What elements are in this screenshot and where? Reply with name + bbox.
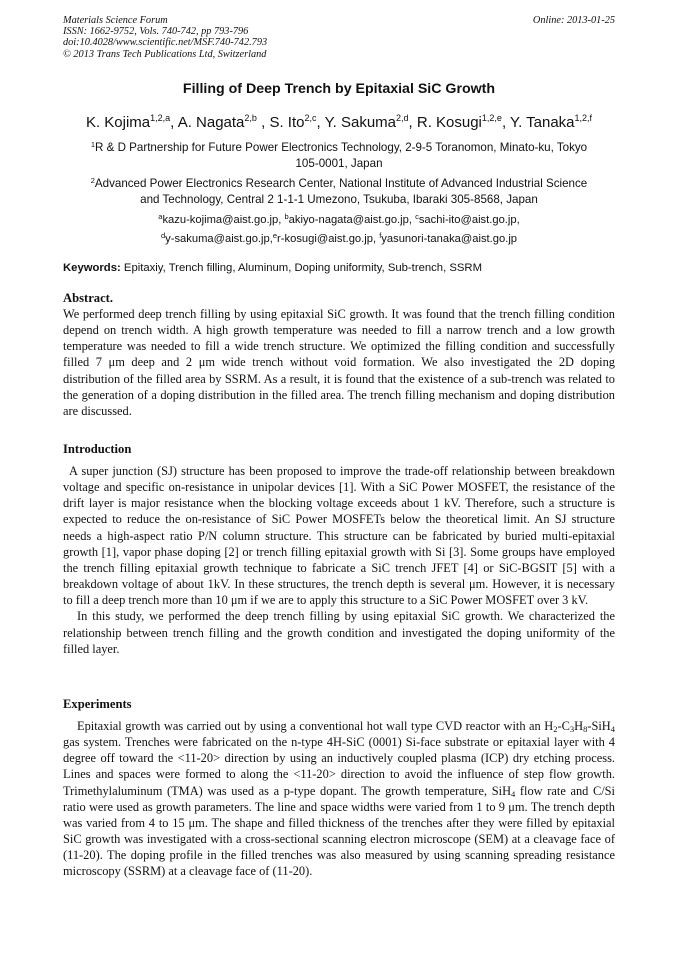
- affiliation-line: and Technology, Central 2 1-1-1 Umezono, Tsukuba, Ibaraki 305-8568, Japan: [140, 192, 538, 206]
- author-name: Y. Sakuma: [324, 114, 396, 131]
- keywords-line: [63, 262, 623, 274]
- experiments-section: [63, 696, 615, 880]
- author-name: R. Kosugi: [416, 114, 482, 131]
- author-name: S. Ito: [269, 114, 305, 131]
- paper-title: Filling of Deep Trench by Epitaxial SiC Growth: [182, 81, 496, 97]
- email-link[interactable]: kazu-kojima@aist.go.jp: [162, 214, 279, 226]
- online-date: Online: 2013-01-25: [532, 15, 615, 26]
- author-sup: 2,b: [244, 113, 257, 123]
- issn-line: ISSN: 1662-9752, Vols. 740-742, pp 793-796: [63, 26, 249, 38]
- copyright-line: © 2013 Trans Tech Publications Ltd, Switzerland: [63, 48, 267, 60]
- email-list: $^a$kazu-kojima@aist.go.jp, $^b$akiyo-nagata@aist.go.jp, $^c$sachi-ito@aist.go.jp, $^d$y-sakuma@aist.go.jp,$^e$r-kosugi@aist.go.jp, $^f$yasunori-tanaka@aist.go.jp: [158, 212, 520, 245]
- author-name: Y. Tanaka: [510, 114, 575, 131]
- email-link[interactable]: r-kosugi@aist.go.jp: [277, 233, 373, 245]
- author-sup: 2,c: [304, 113, 317, 123]
- author-sup: 1,2,e: [481, 113, 502, 123]
- introduction-paragraph: A super junction (SJ) structure has been proposed to improve the trade-off relationship between breakdown voltage and specific on-resistance in unipolar devices [1]. With a SiC Power MOSFET, the resistance of the drift layer is major resistance when the blocking voltage exceeds about 1 kV. Therefore, such a structure is expected to reduce the on-resistance of SiC Power MOSFETs below the theoretical limit. An SJ structure needs a high-aspect ratio P/N column structure. This structure can be fabricated by buried multi-epitaxial growth [1], vapor phase doping [2] or trench filling epitaxial growth with Si [3]. Some groups have employed the trench filling epitaxial growth technique to fabricate a SiC trench JFET [4] or SiC-BGSIT [5] with a breakdown voltage of about 1kV. In these structures, the trench depth is several μm. However, it is necessary to fill a deep trench more than 10 μm if we are to apply this structure to a SiC Power MOSFET over 3 kV.: [63, 464, 615, 608]
- affiliation-1: [63, 137, 615, 171]
- journal-name: Materials Science Forum: [63, 15, 168, 26]
- affiliation-line: Advanced Power Electronics Research Center, National Institute of Advanced Industrial Science: [94, 177, 588, 190]
- affiliation-sup: 1: [90, 140, 96, 149]
- keywords-label: Keywords:: [63, 262, 121, 274]
- affiliation-line: 105-0001, Japan: [295, 156, 383, 170]
- doi-line: doi:10.4028/www.scientific.net/MSF.740-742.793: [63, 37, 268, 49]
- affiliation-2: [63, 173, 615, 207]
- author-sup: 1,2,a: [150, 113, 171, 123]
- experiments-heading: Experiments: [63, 697, 132, 711]
- author-sup: 1,2,f: [574, 113, 593, 123]
- keywords-text: Epitaxiy, Trench filling, Aluminum, Doping uniformity, Sub-trench, SSRM: [120, 262, 482, 274]
- email-link[interactable]: y-sakuma@aist.go.jp: [165, 233, 270, 245]
- introduction-section: [63, 441, 615, 657]
- abstract-heading: Abstract.: [63, 291, 114, 305]
- affiliation-sup: 2: [90, 176, 95, 185]
- email-link[interactable]: yasunori-tanaka@aist.go.jp: [381, 233, 518, 245]
- journal-header: [63, 15, 615, 60]
- author-list: K. Kojima$^{1,2,a}$, A. Nagata$^{2,b}$ , S. Ito$^{2,c}$, Y. Sakuma$^{2,d}$, R. Kosugi$^{1,2,e}$, Y. Tanaka$^{1,2,f}$: [85, 113, 593, 131]
- abstract-section: [63, 290, 615, 419]
- author-name: K. Kojima: [85, 114, 151, 131]
- email-link[interactable]: akiyo-nagata@aist.go.jp: [288, 214, 409, 226]
- affiliation-line: R & D Partnership for Future Power Electronics Technology, 2-9-5 Toranomon, Minato-ku, Tokyo: [95, 141, 588, 154]
- author-name: A. Nagata: [177, 114, 245, 131]
- email-link[interactable]: sachi-ito@aist.go.jp: [418, 214, 517, 226]
- introduction-paragraph: In this study, we performed the deep trench filling by using epitaxial SiC growth. We characterized the relationship between trench filling and the growth condition and investigated the doping uniformity of the filled layer.: [63, 609, 615, 656]
- abstract-text: We performed deep trench filling by using epitaxial SiC growth. It was found that the trench filling condition depend on trench width. A high growth temperature was needed to fill a narrow trench and a low growth temperature was needed to fill a wide trench structure. We optimized the filling condition and successfully filled 7 μm deep and 2 μm wide trench without void formation. We also investigated the 2D doping distribution of the filled area by SSRM. As a result, it is found that the existence of a sub-trench was related to the generation of a doping distribution in the filled area. The trench filling mechanism and doping distribution are discussed.: [63, 307, 615, 418]
- author-sup: 2,d: [396, 113, 409, 123]
- experiments-paragraph: Epitaxial growth was carried out by using a conventional hot wall type CVD reactor with an $H_2-C_3H_8-SiH_4$ gas system. Trenches were fabricated on the n-type 4H-SiC (0001) Si-face substrate or epitaxial layer with 4 degree off toward the <11-20> direction by using an inductively coupled plasma (ICP) dry etching process. Lines and spaces were formed to along the <11-20> direction to avoid the influence of step flow growth. Trimethylaluminum (TMA) was used as a p-type dopant. The growth temperature, SiH$_4$ flow rate and C/Si ratio were used as growth parameters. The line and space widths were varied from 1 to 9 μm. The trench depth was varied from 4 to 15 μm. The shape and filled thickness of the trenches after they were filled by epitaxial SiC growth was investigated with a cross-sectional scanning electron microscope (SEM) at a cleavage face of (11-20). The doping profile in the filled trenches was also measured by using scanning spreading resistance microscopy (SSRM) at a cleavage face of (11-20).: [63, 719, 616, 879]
- introduction-heading: Introduction: [63, 442, 132, 456]
